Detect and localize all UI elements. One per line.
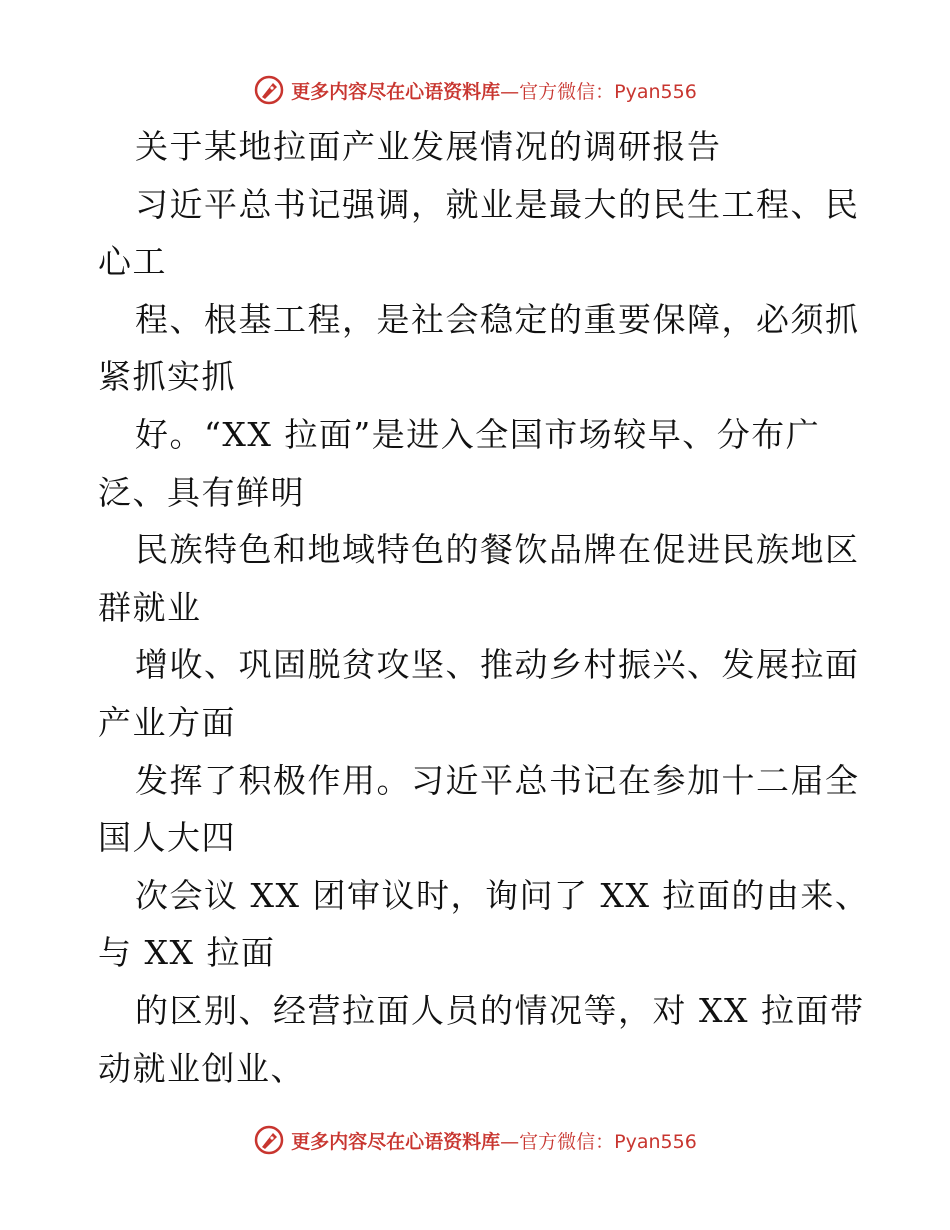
footer-banner	[0, 1120, 950, 1160]
document-body	[98, 118, 870, 1097]
paragraph-line: 产业方面	[98, 702, 236, 742]
document-title: 关于某地拉面产业发展情况的调研报告	[135, 127, 722, 166]
paragraph-line: 发挥了积极作用。习近平总书记在参加十二届全	[135, 760, 860, 800]
banner-contact: —官方微信：Pyan556	[500, 1130, 697, 1153]
header-banner	[0, 70, 950, 110]
paragraph-line: 习近平总书记强调，就业是最大的民生工程、民	[135, 184, 860, 224]
paragraph-line: 民族特色和地域特色的餐饮品牌在促进民族地区	[135, 530, 860, 570]
paragraph-line: 群就业	[98, 587, 202, 627]
banner-text: 更多内容尽在心语资料库	[291, 1130, 501, 1153]
paragraph-line: 与 XX 拉面	[98, 933, 276, 973]
pen-nib-logo-icon	[253, 1124, 285, 1156]
paragraph-line: 心工	[98, 242, 167, 282]
pen-nib-logo-icon	[253, 74, 285, 106]
paragraph-line: 程、根基工程，是社会稳定的重要保障，必须抓	[135, 299, 860, 339]
paragraph-line: 动就业创业、	[98, 1048, 305, 1088]
paragraph-line: 好。“XX 拉面”是进入全国市场较早、分布广	[135, 414, 821, 454]
paragraph-line: 紧抓实抓	[98, 357, 236, 397]
paragraph-line: 次会议 XX 团审议时，询问了 XX 拉面的由来、	[135, 875, 870, 915]
banner-text: 更多内容尽在心语资料库	[291, 80, 501, 103]
paragraph-line: 增收、巩固脱贫攻坚、推动乡村振兴、发展拉面	[135, 645, 860, 685]
paragraph-line: 国人大四	[98, 818, 236, 858]
banner-contact: —官方微信：Pyan556	[500, 80, 697, 103]
paragraph-line: 的区别、经营拉面人员的情况等，对 XX 拉面带	[135, 990, 865, 1030]
paragraph-line: 泛、具有鲜明	[98, 472, 305, 512]
